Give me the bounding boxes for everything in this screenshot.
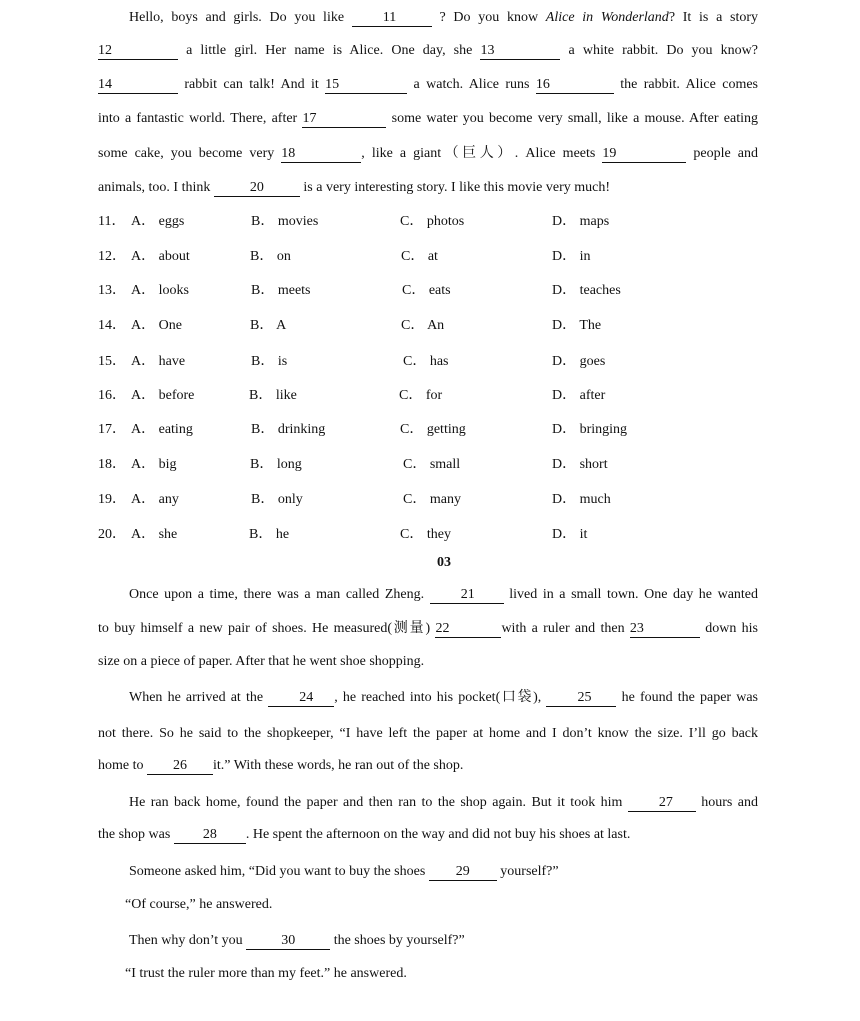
passage1-line1: Hello, boys and girls. Do you like 11 ? Do you know Alice in Wonderland? It is a story bbox=[129, 10, 758, 25]
blank-24[interactable]: 24 bbox=[268, 690, 334, 707]
question-12: 12． A． about B． on C． at D． in bbox=[98, 247, 758, 267]
book-title: Alice in Wonderland bbox=[545, 10, 669, 25]
option-a[interactable]: A． big bbox=[131, 457, 177, 472]
option-c[interactable]: C． An bbox=[401, 318, 445, 333]
passage2-line7: He ran back home, found the paper and then ran to the shop again. But it took him 27 hours and bbox=[129, 795, 758, 810]
option-c[interactable]: C． at bbox=[401, 249, 438, 264]
blank-16[interactable]: 16 bbox=[536, 77, 614, 94]
option-c[interactable]: C． has bbox=[403, 354, 449, 369]
passage2-line2: to buy himself a new pair of shoes. He measured(测量) 22 with a ruler and then 23 down his bbox=[98, 621, 758, 636]
option-b[interactable]: B． drinking bbox=[251, 422, 326, 437]
option-b[interactable]: B． only bbox=[251, 492, 303, 507]
option-d[interactable]: D． it bbox=[552, 527, 588, 542]
option-d[interactable]: D． much bbox=[552, 492, 611, 507]
blank-28[interactable]: 28 bbox=[174, 827, 246, 844]
question-20: 20． A． she B． he C． they D． it bbox=[98, 525, 758, 545]
question-11: 11． A． eggs B． movies C． photos D． maps bbox=[98, 212, 758, 232]
option-b[interactable]: B． like bbox=[249, 388, 297, 403]
blank-30[interactable]: 30 bbox=[246, 933, 330, 950]
question-14: 14． A． One B． A C． An D． The bbox=[98, 316, 758, 336]
option-b[interactable]: B． is bbox=[251, 354, 288, 369]
passage2-line10: “Of course,” he answered. bbox=[125, 897, 273, 912]
passage1-line4: into a fantastic world. There, after 17 some water you become very small, like a mouse. After eating bbox=[98, 111, 758, 126]
option-b[interactable]: B． A bbox=[250, 318, 287, 333]
blank-17[interactable]: 17 bbox=[302, 111, 386, 128]
passage1-line3: 14 rabbit can talk! And it 15 a watch. Alice runs 16 the rabbit. Alice comes bbox=[98, 77, 758, 92]
option-d[interactable]: D． in bbox=[552, 249, 591, 264]
option-b[interactable]: B． he bbox=[249, 527, 290, 542]
option-d[interactable]: D． teaches bbox=[552, 283, 621, 298]
option-a[interactable]: A． eating bbox=[131, 422, 193, 437]
blank-19[interactable]: 19 bbox=[602, 146, 686, 163]
option-d[interactable]: D． bringing bbox=[552, 422, 628, 437]
passage2-line9: Someone asked him, “Did you want to buy the shoes 29 yourself?” bbox=[129, 864, 559, 879]
option-c[interactable]: C． eats bbox=[402, 283, 451, 298]
passage2-line11: Then why don’t you 30 the shoes by yourself?” bbox=[129, 933, 465, 948]
option-a[interactable]: A． before bbox=[131, 388, 195, 403]
option-b[interactable]: B． movies bbox=[251, 214, 319, 229]
passage1-line6: animals, too. I think 20 is a very interesting story. I like this movie very much! bbox=[98, 180, 611, 195]
option-a[interactable]: A． eggs bbox=[131, 214, 185, 229]
blank-11[interactable]: 11 bbox=[352, 10, 432, 27]
option-b[interactable]: B． on bbox=[250, 249, 291, 264]
blank-18[interactable]: 18 bbox=[281, 146, 361, 163]
option-a[interactable]: A． looks bbox=[131, 283, 189, 298]
option-c[interactable]: C． many bbox=[403, 492, 461, 507]
blank-14[interactable]: 14 bbox=[98, 77, 178, 94]
option-d[interactable]: D． goes bbox=[552, 354, 606, 369]
blank-12[interactable]: 12 bbox=[98, 43, 178, 60]
passage1-line2: 12 a little girl. Her name is Alice. One day, she 13 a white rabbit. Do you know? bbox=[98, 43, 758, 58]
blank-20[interactable]: 20 bbox=[214, 180, 300, 197]
blank-25[interactable]: 25 bbox=[546, 690, 616, 707]
option-a[interactable]: A． she bbox=[131, 527, 178, 542]
blank-21[interactable]: 21 bbox=[430, 587, 504, 604]
option-c[interactable]: C． photos bbox=[400, 214, 465, 229]
passage2-line1: Once upon a time, there was a man called Zheng. 21 lived in a small town. One day he wanted bbox=[129, 587, 759, 602]
question-13: 13． A． looks B． meets C． eats D． teaches bbox=[98, 281, 758, 301]
passage2-line4: When he arrived at the 24 , he reached into his pocket(口袋), 25 he found the paper was bbox=[129, 690, 758, 705]
option-b[interactable]: B． long bbox=[250, 457, 302, 472]
blank-15[interactable]: 15 bbox=[325, 77, 407, 94]
question-19: 19． A． any B． only C． many D． much bbox=[98, 490, 758, 510]
option-d[interactable]: D． short bbox=[552, 457, 608, 472]
question-17: 17． A． eating B． drinking C． getting D． bringing bbox=[98, 420, 758, 440]
option-c[interactable]: C． they bbox=[400, 527, 451, 542]
passage2-line3: size on a piece of paper. After that he went shoe shopping. bbox=[98, 654, 425, 669]
question-15: 15． A． have B． is C． has D． goes bbox=[98, 352, 758, 372]
option-c[interactable]: C． getting bbox=[400, 422, 466, 437]
passage2-line8: the shop was 28 . He spent the afternoon on the way and did not buy his shoes at last. bbox=[98, 827, 631, 842]
option-b[interactable]: B． meets bbox=[251, 283, 311, 298]
question-18: 18． A． big B． long C． small D． short bbox=[98, 455, 758, 475]
blank-22[interactable]: 22 bbox=[435, 621, 501, 638]
question-16: 16． A． before B． like C． for D． after bbox=[98, 386, 758, 406]
option-d[interactable]: D． after bbox=[552, 388, 606, 403]
blank-26[interactable]: 26 bbox=[147, 758, 213, 775]
passage1-line5: some cake, you become very 18 , like a giant（巨人）. Alice meets 19 people and bbox=[98, 146, 758, 161]
option-a[interactable]: A． any bbox=[131, 492, 179, 507]
option-d[interactable]: D． maps bbox=[552, 214, 610, 229]
option-a[interactable]: A． about bbox=[131, 249, 190, 264]
blank-27[interactable]: 27 bbox=[628, 795, 696, 812]
section-heading: 03 bbox=[437, 555, 451, 570]
blank-23[interactable]: 23 bbox=[630, 621, 700, 638]
option-c[interactable]: C． for bbox=[399, 388, 443, 403]
blank-13[interactable]: 13 bbox=[480, 43, 560, 60]
option-d[interactable]: D． The bbox=[552, 318, 602, 333]
option-c[interactable]: C． small bbox=[403, 457, 461, 472]
passage2-line6: home to 26 it.” With these words, he ran out of the shop. bbox=[98, 758, 464, 773]
passage2-line12: “I trust the ruler more than my feet.” he answered. bbox=[125, 966, 407, 981]
blank-29[interactable]: 29 bbox=[429, 864, 497, 881]
option-a[interactable]: A． have bbox=[131, 354, 186, 369]
passage2-line5: not there. So he said to the shopkeeper, “I have left the paper at home and I don’t know the size. I’ll go back bbox=[98, 726, 758, 741]
option-a[interactable]: A． One bbox=[131, 318, 182, 333]
